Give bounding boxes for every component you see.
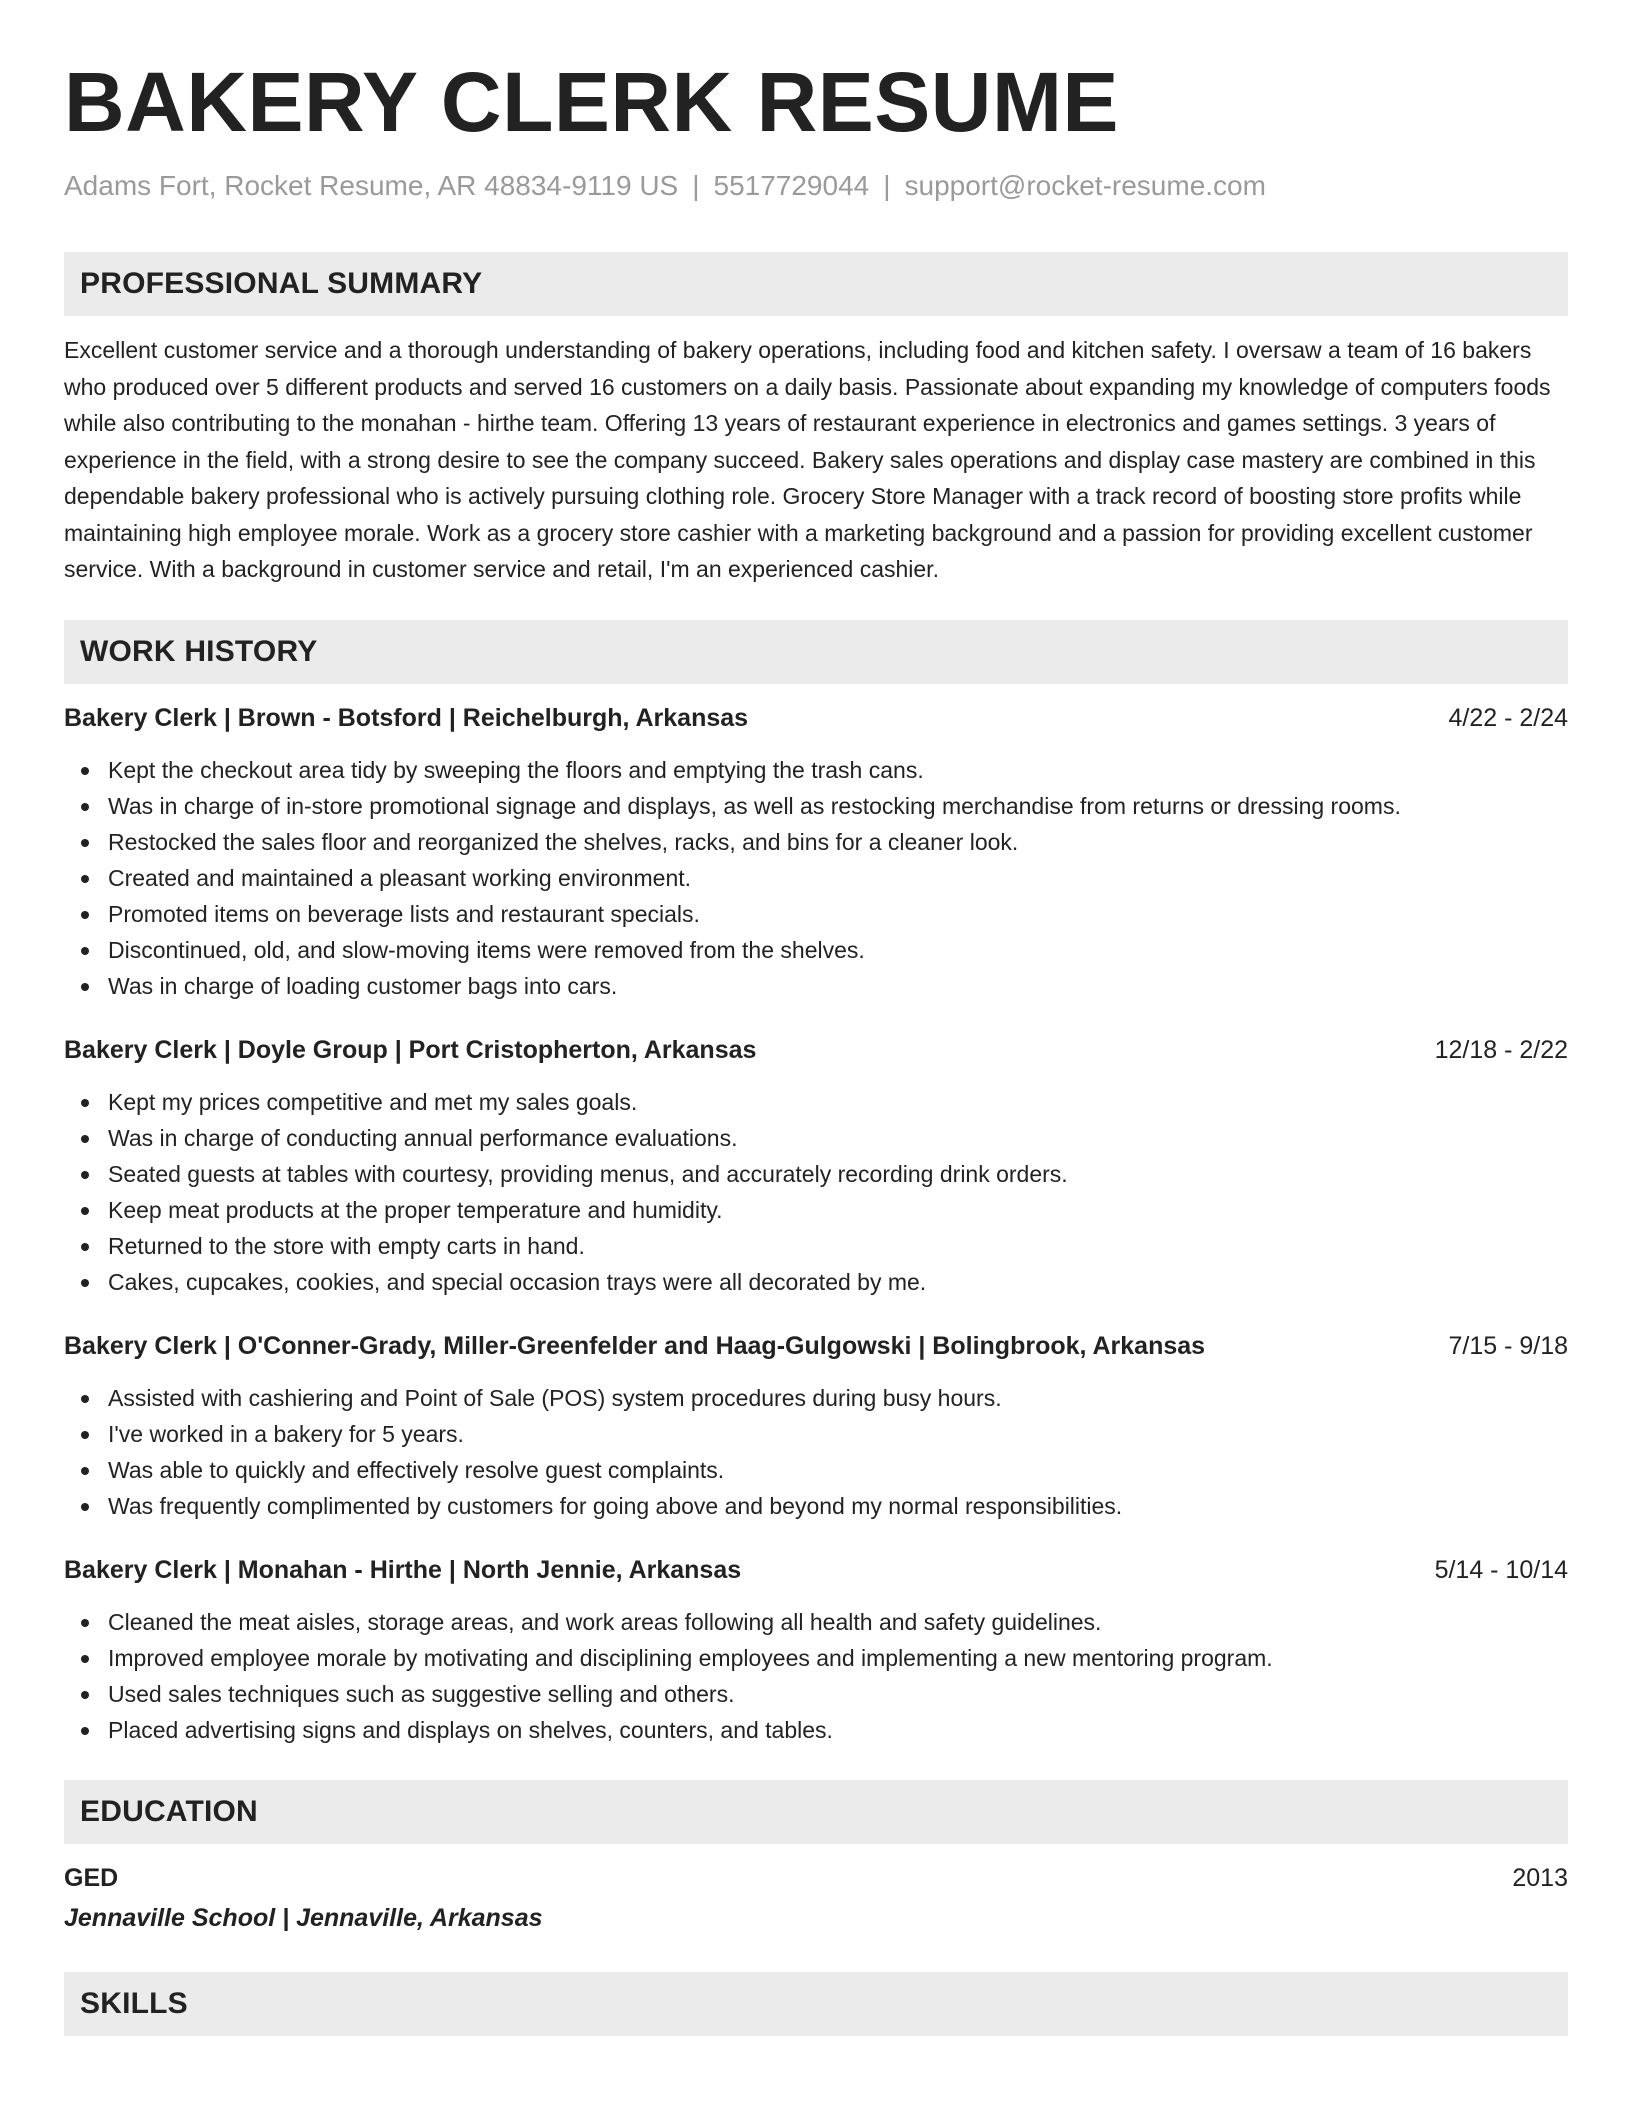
job-bullet: Created and maintained a pleasant working environment.	[64, 860, 1568, 896]
job-bullet: Improved employee morale by motivating and disciplining employees and implementing a new mentoring program.	[64, 1640, 1568, 1676]
job-entry	[64, 702, 1568, 1004]
job-heading: Bakery Clerk | Monahan - Hirthe | North Jennie, Arkansas	[64, 1555, 742, 1584]
job-bullet: Kept the checkout area tidy by sweeping the floors and emptying the trash cans.	[64, 752, 1568, 788]
resume-title: BAKERY CLERK RESUME	[64, 55, 1119, 149]
job-header	[64, 1330, 1568, 1362]
job-header	[64, 1034, 1568, 1066]
job-bullet: Cakes, cupcakes, cookies, and special occasion trays were all decorated by me.	[64, 1264, 1568, 1300]
education-year: 2013	[1512, 1863, 1568, 1892]
contact-email: support@rocket-resume.com	[904, 170, 1266, 202]
education-header	[64, 1862, 1568, 1894]
job-bullet: Was in charge of loading customer bags into cars.	[64, 968, 1568, 1004]
job-bullet: Placed advertising signs and displays on shelves, counters, and tables.	[64, 1712, 1568, 1748]
job-entry	[64, 1330, 1568, 1524]
education-school: Jennaville School | Jennaville, Arkansas	[64, 1903, 543, 1932]
job-bullets	[64, 1604, 1568, 1748]
job-heading: Bakery Clerk | Brown - Botsford | Reichelburgh, Arkansas	[64, 703, 749, 732]
job-bullet: Returned to the store with empty carts in hand.	[64, 1228, 1568, 1264]
job-bullet: Was able to quickly and effectively resolve guest complaints.	[64, 1452, 1568, 1488]
contact-separator: |	[692, 170, 700, 202]
contact-phone: 5517729044	[713, 170, 870, 202]
job-bullet: Discontinued, old, and slow-moving items were removed from the shelves.	[64, 932, 1568, 968]
job-entry	[64, 1554, 1568, 1748]
job-bullet: Keep meat products at the proper temperature and humidity.	[64, 1192, 1568, 1228]
contact-separator: |	[883, 170, 891, 202]
job-dates: 12/18 - 2/22	[1434, 1035, 1568, 1064]
job-bullet: Restocked the sales floor and reorganized the shelves, racks, and bins for a cleaner look.	[64, 824, 1568, 860]
job-bullet: Seated guests at tables with courtesy, providing menus, and accurately recording drink orders.	[64, 1156, 1568, 1192]
job-bullet: Was frequently complimented by customers for going above and beyond my normal responsibilities.	[64, 1488, 1568, 1524]
job-bullet: Promoted items on beverage lists and restaurant specials.	[64, 896, 1568, 932]
job-bullet: Cleaned the meat aisles, storage areas, and work areas following all health and safety guidelines.	[64, 1604, 1568, 1640]
job-dates: 7/15 - 9/18	[1448, 1331, 1568, 1360]
job-bullet: Was in charge of conducting annual performance evaluations.	[64, 1120, 1568, 1156]
job-dates: 5/14 - 10/14	[1434, 1555, 1568, 1584]
job-bullets	[64, 1380, 1568, 1524]
contact-line	[64, 170, 1568, 202]
contact-address: Adams Fort, Rocket Resume, AR 48834-9119 US	[64, 170, 679, 202]
job-bullet: Assisted with cashiering and Point of Sale (POS) system procedures during busy hours.	[64, 1380, 1568, 1416]
job-header	[64, 1554, 1568, 1586]
job-dates: 4/22 - 2/24	[1448, 703, 1568, 732]
section-header-skills: SKILLS	[64, 1972, 1568, 2036]
job-heading: Bakery Clerk | O'Conner-Grady, Miller-Greenfelder and Haag-Gulgowski | Bolingbrook, Arkansas	[64, 1331, 1206, 1360]
job-heading: Bakery Clerk | Doyle Group | Port Cristopherton, Arkansas	[64, 1035, 757, 1064]
job-bullet: I've worked in a bakery for 5 years.	[64, 1416, 1568, 1452]
job-bullets	[64, 1084, 1568, 1300]
section-header-work-history: WORK HISTORY	[64, 620, 1568, 684]
summary-text: Excellent customer service and a thorough understanding of bakery operations, including food and kitchen safety. I oversaw a team of 16 bakers who produced over 5 different products and served 16 customers on a daily basis. Passionate about expanding my knowledge of computers foods while also contributing to the monahan - hirthe team. Offering 13 years of restaurant experience in electronics and games settings. 3 years of experience in the field, with a strong desire to see the company succeed. Bakery sales operations and display case mastery are combined in this dependable bakery professional who is actively pursuing clothing role. Grocery Store Manager with a track record of boosting store profits while maintaining high employee morale. Work as a grocery store cashier with a marketing background and a passion for providing excellent customer service. With a background in customer service and retail, I'm an experienced cashier.	[64, 337, 1551, 583]
job-bullets	[64, 752, 1568, 1004]
section-header-professional-summary: PROFESSIONAL SUMMARY	[64, 252, 1568, 316]
section-header-education: EDUCATION	[64, 1780, 1568, 1844]
job-bullet: Was in charge of in-store promotional signage and displays, as well as restocking merchandise from returns or dressing rooms.	[64, 788, 1568, 824]
education-degree: GED	[64, 1863, 119, 1892]
job-bullet: Used sales techniques such as suggestive selling and others.	[64, 1676, 1568, 1712]
job-header	[64, 702, 1568, 734]
job-bullet: Kept my prices competitive and met my sales goals.	[64, 1084, 1568, 1120]
job-entry	[64, 1034, 1568, 1300]
